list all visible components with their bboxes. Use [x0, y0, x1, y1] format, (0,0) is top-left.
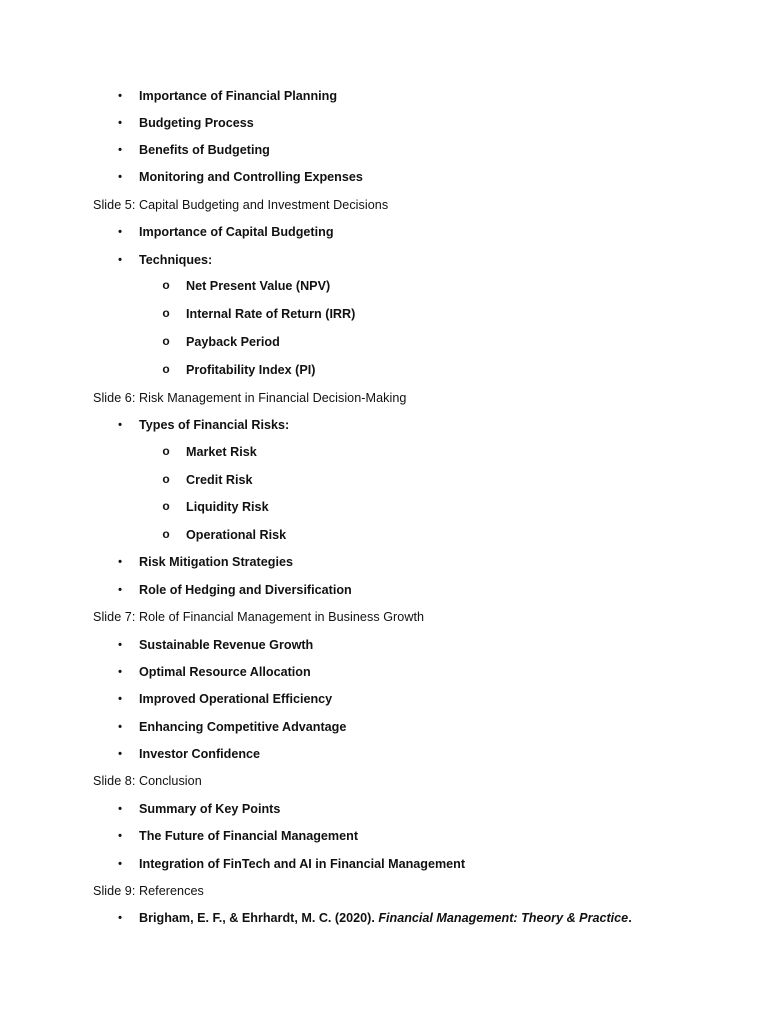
sub-list-item-text: Net Present Value (NPV): [186, 279, 331, 293]
list-item-text: Importance of Capital Budgeting: [139, 225, 334, 239]
bullet-marker: •: [118, 584, 122, 596]
list-item-text: Summary of Key Points: [139, 802, 281, 816]
bullet-marker: •: [118, 666, 122, 678]
bullet-marker: •: [118, 912, 122, 924]
sub-bullet-marker: o: [162, 444, 170, 458]
sub-bullet-marker: o: [162, 527, 170, 541]
list-item-text: Role of Hedging and Diversification: [139, 583, 352, 597]
bullet-marker: •: [118, 419, 122, 431]
list-item-text: Importance of Financial Planning: [139, 89, 338, 103]
list-item-text: Risk Mitigation Strategies: [139, 555, 293, 569]
sub-list-item-text: Liquidity Risk: [186, 500, 269, 514]
list-item-text: Benefits of Budgeting: [139, 143, 270, 157]
sub-list-item-text: Payback Period: [186, 335, 280, 349]
sub-list-item-text: Market Risk: [186, 445, 257, 459]
list-item-text: Budgeting Process: [139, 116, 254, 130]
slide-6-heading: Slide 6: Risk Management in Financial Decision-Making: [93, 391, 407, 405]
bullet-marker: •: [118, 803, 122, 815]
sub-bullet-marker: o: [162, 278, 170, 292]
bullet-marker: •: [118, 226, 122, 238]
bullet-marker: •: [118, 639, 122, 651]
slide-8-heading: Slide 8: Conclusion: [93, 774, 202, 788]
reference-end: .: [628, 911, 632, 925]
bullet-marker: •: [118, 117, 122, 129]
sub-bullet-marker: o: [162, 334, 170, 348]
reference-title: Financial Management: Theory & Practice: [378, 911, 629, 925]
sub-list-item-text: Profitability Index (PI): [186, 363, 316, 377]
reference-authors: Brigham, E. F., & Ehrhardt, M. C. (2020).: [139, 911, 379, 925]
bullet-marker: •: [118, 748, 122, 760]
slide-7-heading: Slide 7: Role of Financial Management in Business Growth: [93, 610, 425, 624]
list-item-text: Techniques:: [139, 253, 213, 267]
bullet-marker: •: [118, 721, 122, 733]
sub-list-item-text: Credit Risk: [186, 473, 253, 487]
slide-5-heading: Slide 5: Capital Budgeting and Investment Decisions: [93, 198, 389, 212]
bullet-marker: •: [118, 90, 122, 102]
bullet-marker: •: [118, 144, 122, 156]
list-item-text: The Future of Financial Management: [139, 829, 359, 843]
sub-bullet-marker: o: [162, 472, 170, 486]
sub-bullet-marker: o: [162, 306, 170, 320]
sub-bullet-marker: o: [162, 362, 170, 376]
list-item-text: Integration of FinTech and AI in Financial Management: [139, 857, 466, 871]
slide-9-heading: Slide 9: References: [93, 884, 204, 898]
list-item-text: Improved Operational Efficiency: [139, 692, 333, 706]
list-item-text: Types of Financial Risks:: [139, 418, 290, 432]
bullet-marker: •: [118, 693, 122, 705]
list-item-text: Optimal Resource Allocation: [139, 665, 311, 679]
list-item-text: Investor Confidence: [139, 747, 261, 761]
reference-text: [139, 908, 632, 928]
bullet-marker: •: [118, 556, 122, 568]
sub-bullet-marker: o: [162, 499, 170, 513]
bullet-marker: •: [118, 171, 122, 183]
sub-list-item-text: Operational Risk: [186, 528, 287, 542]
list-item-text: Monitoring and Controlling Expenses: [139, 170, 363, 184]
bullet-marker: •: [118, 858, 122, 870]
list-item-text: Sustainable Revenue Growth: [139, 638, 314, 652]
list-item-text: Enhancing Competitive Advantage: [139, 720, 347, 734]
bullet-marker: •: [118, 830, 122, 842]
bullet-marker: •: [118, 254, 122, 266]
sub-list-item-text: Internal Rate of Return (IRR): [186, 307, 356, 321]
